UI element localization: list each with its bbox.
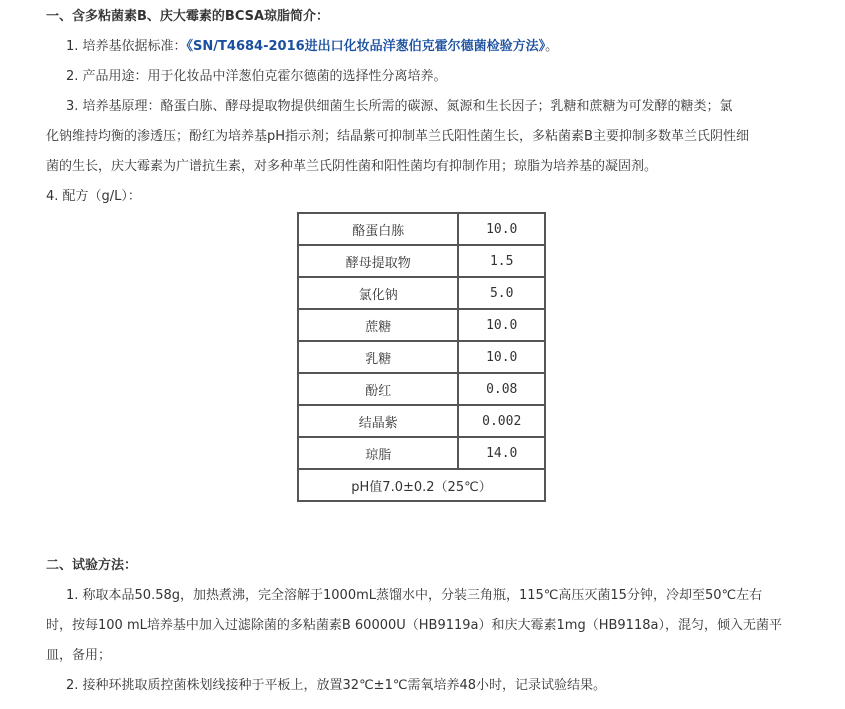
table-row: [298, 277, 545, 309]
ingredient-name: 结晶紫: [298, 405, 458, 437]
ingredient-name: 乳糖: [298, 341, 458, 373]
table-row: [298, 213, 545, 245]
ingredient-name: 琼脂: [298, 437, 458, 469]
step1-line2: 时，按每100 mL培养基中加入过滤除菌的多粘菌素B 60000U（HB9119a）和庆大霉素1mg（HB9118a），混匀，倾入无菌平: [46, 618, 782, 633]
ingredient-value: 5.0: [458, 277, 545, 309]
ingredient-name: 酚红: [298, 373, 458, 405]
table-row: [298, 341, 545, 373]
step2-line: 2. 接种环挑取质控菌株划线接种于平板上，放置32℃±1℃需氧培养48小时，记录试验结果。: [66, 678, 606, 693]
step1-line1: 1. 称取本品50.58g，加热煮沸，完全溶解于1000mL蒸馏水中，分装三角瓶，115℃高压灭菌15分钟，冷却至50℃左右: [66, 588, 763, 603]
table-footer-row: [298, 469, 545, 501]
ingredient-name: 酪蛋白胨: [298, 213, 458, 245]
recipe-table: [297, 212, 546, 502]
section2-heading: 二、试验方法：: [46, 558, 138, 573]
table-row: [298, 437, 545, 469]
ingredient-name: 氯化钠: [298, 277, 458, 309]
table-row: [298, 309, 545, 341]
ingredient-name: 蔗糖: [298, 309, 458, 341]
item4-line: 4. 配方（g/L）：: [46, 189, 141, 204]
item2-line: 2. 产品用途：用于化妆品中洋葱伯克霍尔德菌的选择性分离培养。: [66, 69, 447, 84]
item1-line: [66, 38, 558, 56]
ph-value: pH值7.0±0.2（25℃）: [298, 469, 545, 501]
ingredient-value: 0.002: [458, 405, 545, 437]
ingredient-value: 10.0: [458, 309, 545, 341]
ingredient-value: 10.0: [458, 213, 545, 245]
ingredient-value: 14.0: [458, 437, 545, 469]
ingredient-name: 酵母提取物: [298, 245, 458, 277]
table-row: [298, 405, 545, 437]
ingredient-value: 1.5: [458, 245, 545, 277]
ingredient-value: 10.0: [458, 341, 545, 373]
table-row: [298, 373, 545, 405]
section1-heading: 一、含多粘菌素B、庆大霉素的BCSA琼脂简介：: [46, 9, 330, 24]
table-row: [298, 245, 545, 277]
item3-line3: 菌的生长，庆大霉素为广谱抗生素，对多种革兰氏阴性菌和阳性菌均有抑制作用；琼脂为培养基的凝固剂。: [46, 159, 658, 174]
ingredient-value: 0.08: [458, 373, 545, 405]
item1-prefix: 1. 培养基依据标准：: [66, 39, 187, 54]
item3-line1: 3. 培养基原理：酪蛋白胨、酵母提取物提供细菌生长所需的碳源、氮源和生长因子；乳糖和蔗糖为可发酵的糖类；氯: [66, 99, 733, 114]
item1-suffix: 。: [545, 39, 559, 54]
step1-line3: 皿，备用；: [46, 648, 112, 663]
standard-link[interactable]: 《SN/T4684-2016进出口化妆品洋葱伯克霍尔德菌检验方法》: [186, 39, 546, 54]
item3-line2: 化钠维持均衡的渗透压；酚红为培养基pH指示剂；结晶紫可抑制革兰氏阳性菌生长，多粘菌素B主要抑制多数革兰氏阴性细: [46, 129, 749, 144]
